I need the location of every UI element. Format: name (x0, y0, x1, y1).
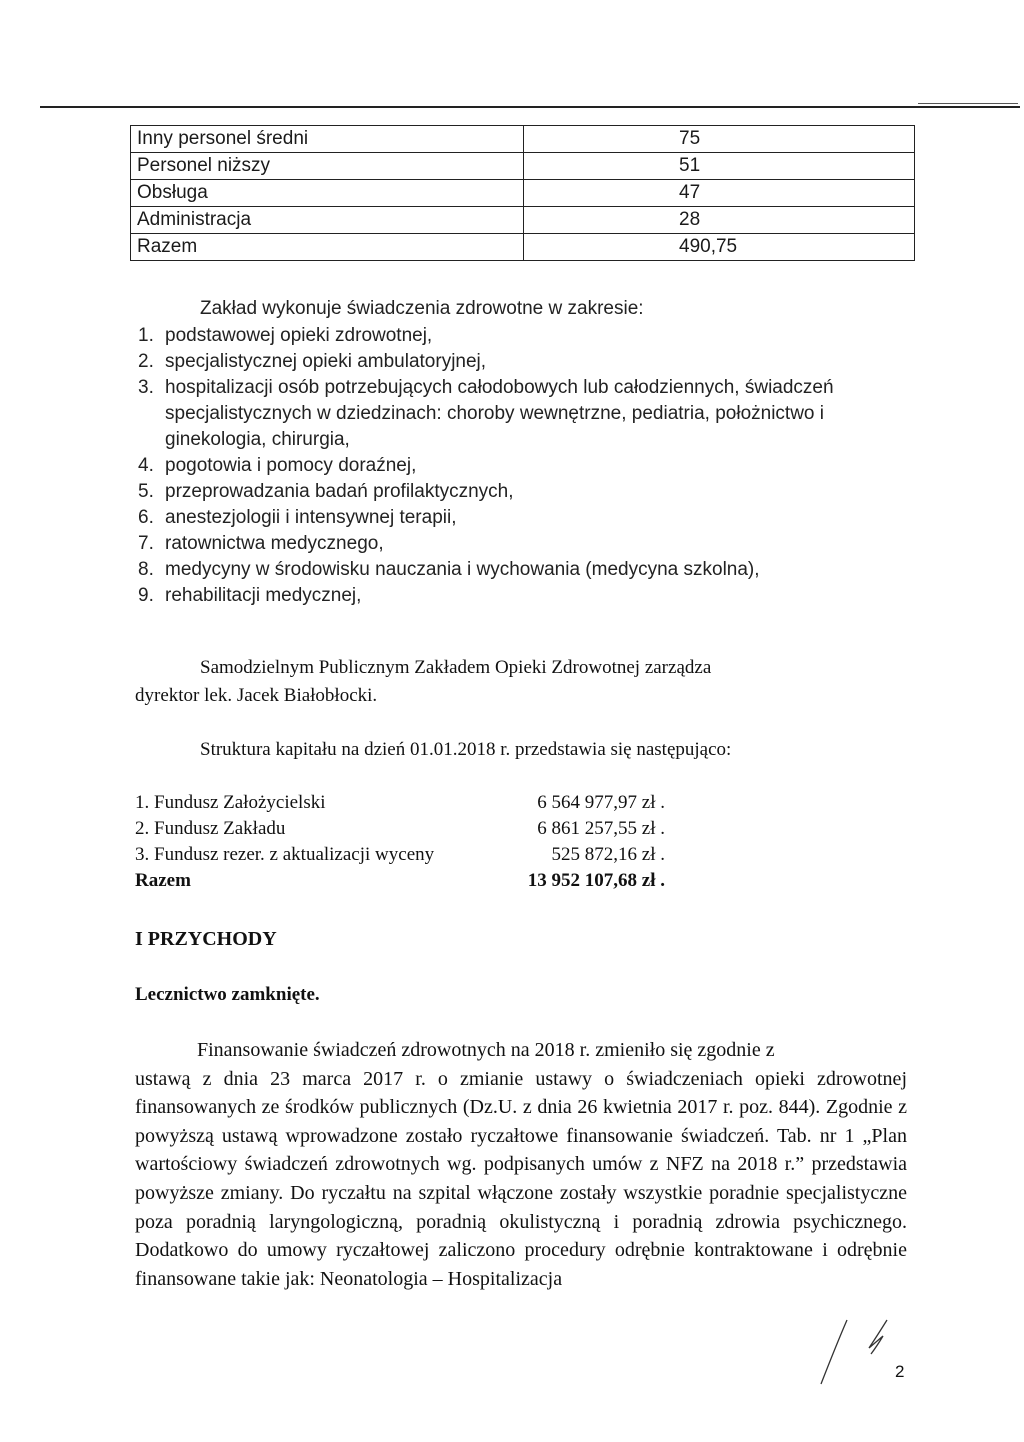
scope-list (138, 323, 898, 609)
fund-name: 2. Fundusz Zakładu (135, 818, 286, 839)
list-item (138, 349, 898, 375)
subsection-title: Lecznictwo zamknięte. (135, 984, 320, 1005)
section-title: I PRZYCHODY (135, 928, 277, 950)
list-item-number: 8. (138, 559, 154, 580)
list-item-number: 9. (138, 585, 154, 606)
financing-paragraph (135, 1036, 907, 1293)
list-item-text: hospitalizacji osób potrzebujących całodobowych lub całodziennych, świadczeń specjalistycznych w dziedzinach: choroby wewnętrzne, pediatria, położnictwo i ginekologia, chirurgia, (165, 377, 834, 450)
list-item (138, 453, 898, 479)
list-item (138, 531, 898, 557)
list-item-number: 3. (138, 377, 154, 398)
scope-intro: Zakład wykonuje świadczenia zdrowotne w zakresie: (200, 298, 644, 319)
table-row (131, 234, 915, 261)
table-cell-label: Razem (131, 234, 524, 261)
list-item (138, 375, 898, 453)
fund-amount: 6 564 977,97 zł . (537, 792, 665, 813)
top-rule (40, 106, 1020, 108)
director-line-1: Samodzielnym Publicznym Zakładem Opieki Zdrowotnej zarządza (200, 657, 712, 678)
table-cell-value: 47 (524, 180, 915, 207)
list-item (138, 557, 898, 583)
table-cell-label: Obsługa (131, 180, 524, 207)
director-line-2: dyrektor lek. Jacek Białobłocki. (135, 685, 378, 706)
list-item (138, 479, 898, 505)
list-item-text: specjalistycznej opieki ambulatoryjnej, (165, 351, 487, 372)
fund-total-row (135, 868, 775, 894)
table-row (131, 207, 915, 234)
list-item-text: przeprowadzania badań profilaktycznych, (165, 481, 514, 502)
page-number: 2 (895, 1362, 905, 1381)
table-cell-label: Inny personel średni (131, 126, 524, 153)
top-rule-secondary (918, 103, 1018, 104)
list-item (138, 505, 898, 531)
capital-intro: Struktura kapitału na dzień 01.01.2018 r. przedstawia się następująco: (200, 739, 732, 760)
staff-table (130, 125, 915, 261)
table-row (131, 180, 915, 207)
fund-name: 3. Fundusz rezer. z aktualizacji wyceny (135, 844, 435, 865)
paragraph-body: ustawą z dnia 23 marca 2017 r. o zmianie ustawy o świadczeniach opieki zdrowotnej finansowanych ze środków publicznych (Dz.U. z dnia 26 kwietnia 2017 r. poz. 844). Zgodnie z powyższą ustawą wprowadzone zostało ryczałtowe finansowanie świadczeń. Tab. nr 1 „Plan wartościowy świadczeń zdrowotnych wg. podpisanych umów z NFZ na 2018 r.” przedstawia powyższe zmiany. Do ryczałtu na szpital włączone zostały wszystkie poradnie specjalistyczne poza poradnią laryngologiczną, poradnią okulistyczną i poradnią zdrowia psychicznego. Dodatkowo do umowy ryczałtowej zaliczono procedury odrębnie kontraktowane i odrębnie finansowane takie jak: Neonatologia – Hospitalizacja (135, 1067, 907, 1290)
list-item-number: 6. (138, 507, 154, 528)
fund-row (135, 842, 775, 868)
list-item-text: anestezjologii i intensywnej terapii, (165, 507, 457, 528)
list-item-text: medycyny w środowisku nauczania i wychowania (medycyna szkolna), (165, 559, 760, 580)
signature-initials (815, 1318, 890, 1390)
table-cell-label: Personel niższy (131, 153, 524, 180)
table-row (131, 126, 915, 153)
list-item (138, 583, 898, 609)
list-item-number: 1. (138, 325, 154, 346)
list-item (138, 323, 898, 349)
list-item-text: rehabilitacji medycznej, (165, 585, 362, 606)
list-item-number: 4. (138, 455, 154, 476)
table-cell-value: 51 (524, 153, 915, 180)
capital-funds (135, 790, 775, 894)
fund-name: 1. Fundusz Założycielski (135, 792, 326, 813)
fund-row (135, 790, 775, 816)
table-cell-value: 490,75 (524, 234, 915, 261)
table-cell-value: 75 (524, 126, 915, 153)
list-item-number: 2. (138, 351, 154, 372)
table-cell-label: Administracja (131, 207, 524, 234)
fund-amount: 6 861 257,55 zł . (537, 818, 665, 839)
list-item-number: 5. (138, 481, 154, 502)
fund-row (135, 816, 775, 842)
list-item-text: podstawowej opieki zdrowotnej, (165, 325, 433, 346)
list-item-number: 7. (138, 533, 154, 554)
fund-amount: 525 872,16 zł . (551, 844, 665, 865)
list-item-text: pogotowia i pomocy doraźnej, (165, 455, 417, 476)
fund-total-amount: 13 952 107,68 zł . (527, 870, 665, 891)
paragraph-first-line: Finansowanie świadczeń zdrowotnych na 2018 r. zmieniło się zgodnie z (197, 1039, 775, 1061)
table-row (131, 153, 915, 180)
table-cell-value: 28 (524, 207, 915, 234)
fund-total-label: Razem (135, 870, 191, 891)
list-item-text: ratownictwa medycznego, (165, 533, 384, 554)
